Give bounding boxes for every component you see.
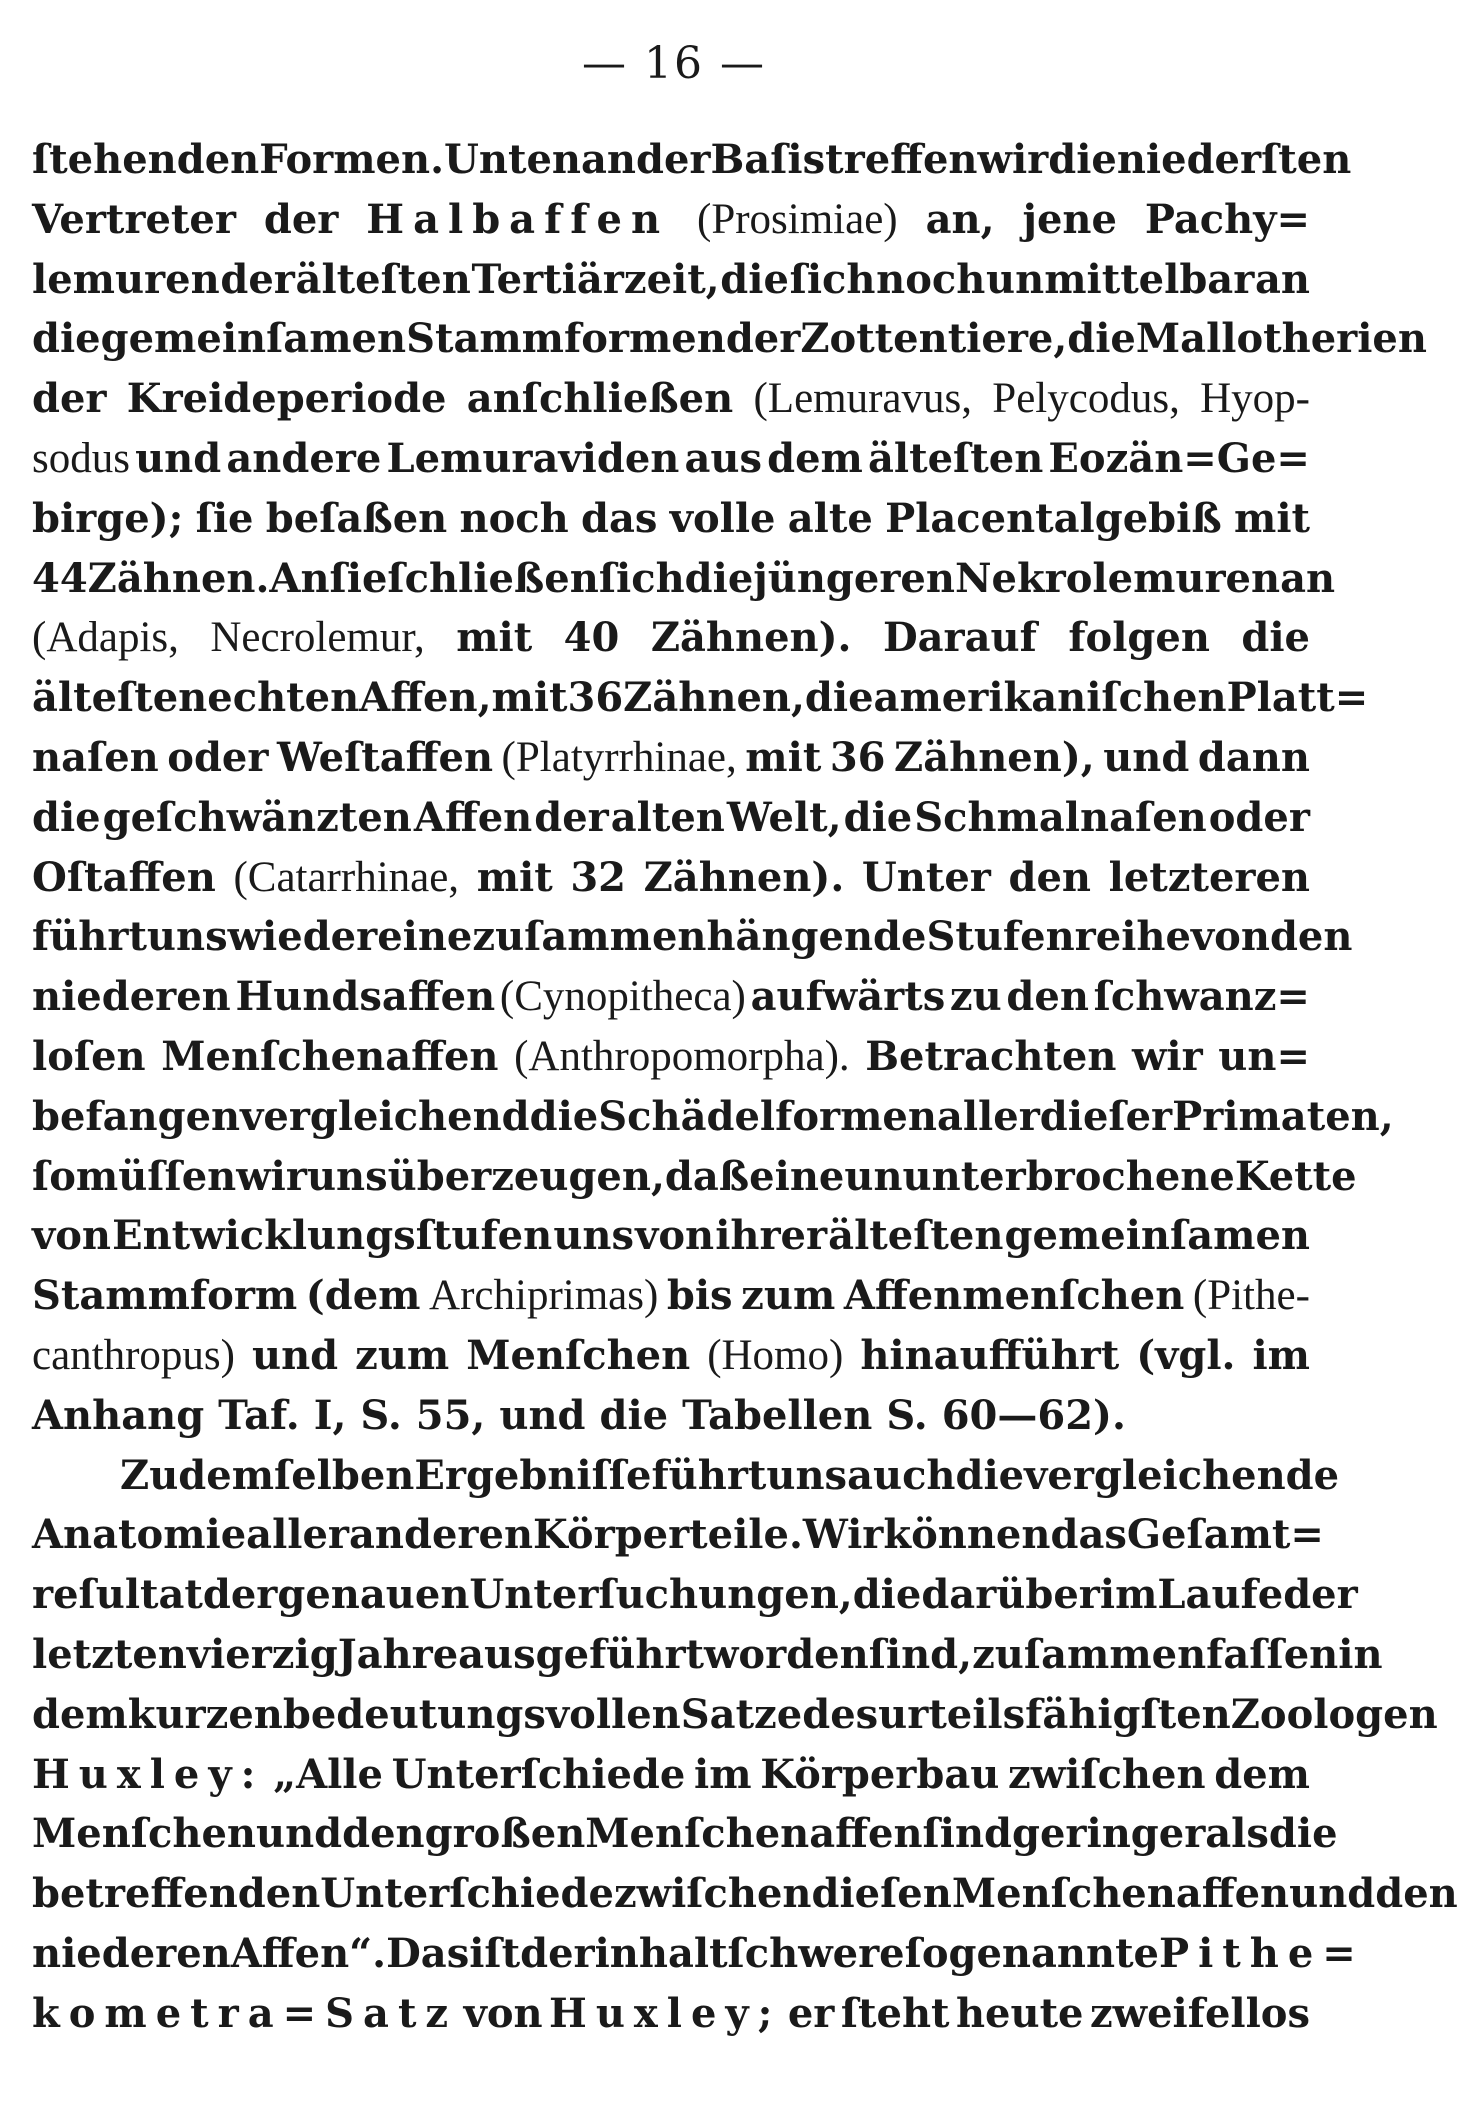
word: Placentalgebiß xyxy=(885,494,1222,542)
word: eine xyxy=(749,1152,845,1200)
word: großen xyxy=(424,1810,586,1858)
body-text xyxy=(32,130,1458,2044)
word: dann xyxy=(1197,733,1310,781)
text-line xyxy=(32,1087,1394,1147)
word: und xyxy=(1289,1870,1376,1918)
word: von xyxy=(635,1212,715,1260)
word: mit xyxy=(491,674,568,722)
word: Stufenreihe xyxy=(926,913,1191,961)
word: Unter xyxy=(861,853,991,901)
word: ſtehenden xyxy=(32,136,260,183)
word: andere xyxy=(226,434,382,482)
word: Anatomie xyxy=(32,1511,247,1559)
word: den xyxy=(1375,1870,1458,1918)
word: Satze xyxy=(680,1690,803,1738)
word: ſogenannte xyxy=(904,1929,1160,1977)
word: Necrolemur, xyxy=(210,614,425,662)
word: der xyxy=(635,136,711,183)
word: Menſchenaffen xyxy=(585,1810,923,1858)
word: uns xyxy=(553,1212,634,1260)
word: alten xyxy=(610,793,725,841)
word: (Platyrrhinae, xyxy=(501,733,737,781)
word: Anhang xyxy=(32,1391,205,1439)
text-line xyxy=(32,1266,1310,1326)
word: Affen xyxy=(413,793,533,841)
word: Hyop- xyxy=(1200,375,1310,423)
word: Eozän=Ge= xyxy=(1048,434,1310,482)
word: amerikaniſchen xyxy=(873,674,1227,722)
word: Entwicklungsſtufen xyxy=(112,1212,553,1260)
word: Pachy= xyxy=(1144,195,1310,243)
word: die xyxy=(1067,315,1136,363)
word: führt xyxy=(651,1451,767,1499)
word: ausgeführt xyxy=(458,1630,704,1678)
text-line xyxy=(32,1446,1340,1506)
word: in xyxy=(1338,1630,1383,1678)
word: Zoologen xyxy=(1230,1690,1438,1738)
word: noch xyxy=(459,494,569,542)
word: die xyxy=(599,1391,669,1439)
word: Zähnen. xyxy=(87,554,270,602)
text-line xyxy=(32,907,1353,967)
word: von xyxy=(1190,913,1270,961)
word: treffen xyxy=(825,136,978,183)
text-line xyxy=(32,369,1310,429)
word: älteſten xyxy=(32,674,208,722)
word: Platt= xyxy=(1226,674,1369,722)
word: zu xyxy=(949,973,1002,1021)
word: von xyxy=(463,1989,543,2037)
word: im xyxy=(1252,1331,1310,1379)
word: ſo xyxy=(32,1152,76,1200)
word: betreffenden xyxy=(32,1870,321,1918)
word: Affenmenſchen xyxy=(843,1272,1185,1320)
word: (Anthropomorpha). xyxy=(514,1032,850,1080)
word: dieſer xyxy=(1039,1092,1173,1140)
word: Tabellen xyxy=(682,1391,873,1439)
word: oder xyxy=(167,733,269,781)
word: aller xyxy=(936,1092,1040,1140)
word: das xyxy=(581,494,658,542)
word: und xyxy=(251,1331,339,1379)
text-line xyxy=(32,728,1310,788)
word: Körperteile. xyxy=(533,1511,803,1559)
word: noch xyxy=(876,255,986,303)
word: die xyxy=(1241,614,1310,662)
word: Welt, xyxy=(726,793,842,841)
word: sodus xyxy=(32,434,130,482)
word: ſich xyxy=(789,255,876,303)
text-line xyxy=(32,549,1336,609)
word: I, xyxy=(313,1391,347,1439)
word: 60—62). xyxy=(941,1391,1126,1439)
word: älteſten xyxy=(295,255,471,303)
word: bedeutungsvollen xyxy=(282,1690,681,1738)
word: Vertreter xyxy=(32,195,236,243)
word: vierzig xyxy=(186,1630,338,1678)
word: ſchwanz= xyxy=(1093,973,1310,1021)
word: oder xyxy=(1208,793,1310,841)
word: Mallotherien xyxy=(1135,315,1427,363)
word: auch xyxy=(847,1451,956,1499)
text-line xyxy=(32,967,1310,1027)
word: die xyxy=(955,1451,1025,1499)
word: ſchließen xyxy=(387,554,599,602)
word: volle xyxy=(669,494,776,542)
text-line xyxy=(32,1745,1310,1805)
word: ſie xyxy=(329,554,388,602)
word: unmittelbar xyxy=(986,255,1255,303)
text-line xyxy=(32,429,1310,489)
word: Unterſuchungen, xyxy=(469,1571,853,1619)
text-line xyxy=(32,1685,1438,1745)
word: wir xyxy=(236,1152,307,1200)
word: im xyxy=(694,1750,752,1798)
word: (Prosimiae) xyxy=(697,195,898,243)
word: Körperbau xyxy=(760,1750,1000,1798)
word: führt xyxy=(32,913,147,961)
word: Ergebniſſe xyxy=(414,1451,652,1499)
text-line xyxy=(32,788,1310,848)
word: als xyxy=(1205,1810,1269,1858)
word: (Catarrhinae, xyxy=(233,853,460,901)
word: Kreideperiode xyxy=(126,375,447,423)
word: gemeinſamen xyxy=(1004,1212,1310,1260)
text-line xyxy=(32,190,1310,250)
word: zwiſchen xyxy=(1008,1750,1206,1798)
word: Lemuraviden xyxy=(386,434,680,482)
word: den xyxy=(1006,973,1089,1021)
word: zuſammenfaſſen xyxy=(972,1630,1339,1678)
word: Pithe= xyxy=(1159,1929,1365,1977)
word: Das xyxy=(386,1929,470,1977)
word: anſchließen xyxy=(466,375,734,423)
word: zum xyxy=(741,1272,836,1320)
word: niederen xyxy=(32,1929,231,1977)
word: wieder xyxy=(227,913,378,961)
word: ſind, xyxy=(868,1630,973,1678)
word: dieſen xyxy=(811,1870,952,1918)
word: birge); xyxy=(32,494,184,542)
word: jene xyxy=(1022,195,1117,243)
text-line xyxy=(32,848,1310,908)
word: inhaltſchwere xyxy=(594,1929,905,1977)
word: 44 xyxy=(32,554,88,602)
text-line xyxy=(32,1864,1458,1924)
word: können xyxy=(883,1511,1051,1559)
word: im xyxy=(1099,1571,1158,1619)
word: mit xyxy=(745,733,822,781)
word: (Homo) xyxy=(707,1331,844,1379)
word: beſaßen xyxy=(265,494,448,542)
text-line xyxy=(32,1565,1358,1625)
text-line xyxy=(32,1984,1310,2044)
word: anderen xyxy=(349,1511,534,1559)
word: die xyxy=(804,674,874,722)
word: das xyxy=(1050,1511,1127,1559)
word: Betrachten xyxy=(865,1032,1117,1080)
word: Primaten, xyxy=(1172,1092,1394,1140)
word: Unten xyxy=(444,136,581,183)
text-line xyxy=(32,1386,1310,1446)
word: darüber xyxy=(921,1571,1100,1619)
word: daß xyxy=(664,1152,750,1200)
word: un= xyxy=(1218,1032,1310,1080)
word: Huxley: xyxy=(32,1750,265,1798)
word: Affen“. xyxy=(230,1929,387,1977)
word: den xyxy=(1269,913,1353,961)
word: jüngeren xyxy=(753,554,955,602)
text-line xyxy=(32,489,1310,549)
word: An xyxy=(269,554,330,602)
word: zwiſchen xyxy=(613,1870,812,1918)
word: zweifellos xyxy=(1089,1989,1310,2037)
word: der xyxy=(263,195,339,243)
word: Schmalnaſen xyxy=(914,793,1207,841)
word: geringer xyxy=(1012,1810,1206,1858)
word: kometra=Satz xyxy=(32,1989,458,2037)
word: ſie xyxy=(195,494,254,542)
word: 40 xyxy=(563,614,620,662)
word: letzten xyxy=(32,1630,187,1678)
text-line xyxy=(32,1625,1383,1685)
word: die xyxy=(529,1092,599,1140)
word: überzeugen, xyxy=(387,1152,665,1200)
word: (vgl. xyxy=(1136,1331,1236,1379)
word: die xyxy=(843,793,913,841)
word: Unterſchiede xyxy=(320,1870,614,1918)
text-line xyxy=(32,1027,1310,1087)
word: Weſtaffen xyxy=(276,733,494,781)
word: Zähnen). xyxy=(643,853,845,901)
word: 36 xyxy=(829,733,886,781)
word: vergleichend xyxy=(240,1092,530,1140)
word: mit xyxy=(476,853,553,901)
word: und xyxy=(135,434,222,482)
word: Zottentiere, xyxy=(800,315,1068,363)
text-line xyxy=(32,608,1310,668)
word: wir xyxy=(1132,1032,1203,1080)
word: zuſammenhängende xyxy=(472,913,927,961)
word: älteſten xyxy=(828,1212,1004,1260)
word: die xyxy=(720,255,789,303)
word: urteilsfähigſten xyxy=(878,1690,1231,1738)
word: kurzen xyxy=(127,1690,283,1738)
word: folgen xyxy=(1068,614,1210,662)
word: Stammformen xyxy=(406,315,726,363)
word: an xyxy=(1254,255,1310,303)
word: naſen xyxy=(32,733,159,781)
word: ſteht xyxy=(840,1989,950,2037)
word: canthropus) xyxy=(32,1331,235,1379)
word: die xyxy=(32,793,101,841)
text-line xyxy=(32,1505,1324,1565)
word: von xyxy=(32,1212,112,1260)
word: der xyxy=(220,255,295,303)
text-line xyxy=(32,668,1369,728)
text-line xyxy=(32,250,1310,310)
word: die xyxy=(1048,136,1117,183)
word: (Cynopitheca) xyxy=(499,973,746,1021)
word: niederen xyxy=(32,973,231,1021)
word: bis xyxy=(666,1272,733,1320)
word: und xyxy=(499,1391,586,1439)
word: uns xyxy=(146,913,228,961)
word: er xyxy=(787,1989,835,2037)
word: geſchwänzten xyxy=(102,793,412,841)
word: Laufe xyxy=(1157,1571,1284,1619)
word: Menſchen xyxy=(32,1810,256,1858)
word: Zähnen). xyxy=(650,614,852,662)
word: aufwärts xyxy=(750,973,946,1021)
word: aus xyxy=(684,434,763,482)
word: Pelycodus, xyxy=(992,375,1180,423)
word: an xyxy=(580,136,636,183)
word: und xyxy=(255,1810,343,1858)
word: mit xyxy=(1234,494,1310,542)
word: Halbaffen xyxy=(366,195,670,243)
word: der xyxy=(32,375,107,423)
word: befangen xyxy=(32,1092,241,1140)
word: Affen, xyxy=(359,674,492,722)
word: Jahre xyxy=(337,1630,459,1678)
word: Formen. xyxy=(259,136,444,183)
word: (dem xyxy=(305,1272,421,1320)
word: Zu xyxy=(120,1451,179,1499)
word: gemeinſamen xyxy=(100,315,407,363)
word: Archiprimas) xyxy=(429,1272,659,1320)
word: Stammform xyxy=(32,1272,298,1320)
word: letzteren xyxy=(1108,853,1310,901)
word: der xyxy=(1283,1571,1358,1619)
word: des xyxy=(802,1690,879,1738)
word: älteſten xyxy=(868,434,1044,482)
text-line xyxy=(32,1147,1357,1207)
word: zum xyxy=(355,1331,450,1379)
text-line xyxy=(32,1924,1365,1984)
word: der xyxy=(534,793,609,841)
word: Tertiärzeit, xyxy=(471,255,720,303)
word: Nekrolemuren xyxy=(954,554,1281,602)
word: Menſchenaffen xyxy=(951,1870,1290,1918)
text-line xyxy=(32,309,1427,369)
word: die xyxy=(852,1571,922,1619)
word: echten xyxy=(207,674,360,722)
word: Oſtaffen xyxy=(32,853,216,901)
word: ununterbrochene xyxy=(844,1152,1235,1200)
word: 32 xyxy=(570,853,626,901)
word: iſt xyxy=(469,1929,521,1977)
word: genauen xyxy=(277,1571,470,1619)
word: dem xyxy=(32,1690,128,1738)
word: Taf. xyxy=(218,1391,300,1439)
word: (Pithe- xyxy=(1192,1272,1310,1320)
word: mit xyxy=(456,614,533,662)
word: vergleichende xyxy=(1024,1451,1340,1499)
word: die xyxy=(1268,1810,1338,1858)
word: reſultat xyxy=(32,1571,203,1619)
word: an xyxy=(1280,554,1336,602)
word: heute xyxy=(955,1989,1084,2037)
word: Hundsaffen xyxy=(235,973,496,1021)
word: Wir xyxy=(802,1511,884,1559)
text-line xyxy=(32,1326,1310,1386)
word: demſelben xyxy=(178,1451,415,1499)
word: ihrer xyxy=(715,1212,828,1260)
word: uns xyxy=(306,1152,388,1200)
word: ſich xyxy=(598,554,685,602)
word: der xyxy=(202,1571,278,1619)
page-number: — 16 — xyxy=(582,38,766,89)
word: der xyxy=(725,315,801,363)
word: S. xyxy=(360,1391,402,1439)
word: müſſen xyxy=(75,1152,237,1200)
text-line xyxy=(32,130,1352,190)
word: alte xyxy=(787,494,873,542)
word: lemuren xyxy=(32,255,220,303)
text-line xyxy=(32,1804,1338,1864)
word: dem xyxy=(1214,1750,1310,1798)
word: der xyxy=(520,1929,595,1977)
word: (Adapis, xyxy=(32,614,179,662)
word: niederſten xyxy=(1116,136,1352,183)
word: Schädelformen xyxy=(598,1092,937,1140)
word: den xyxy=(342,1810,425,1858)
word: hinaufführt xyxy=(860,1331,1120,1379)
word: eine xyxy=(377,913,473,961)
word: wir xyxy=(977,136,1049,183)
word: die xyxy=(684,554,754,602)
word: an, xyxy=(925,195,995,243)
word: (Lemuravus, xyxy=(753,375,972,423)
word: worden xyxy=(704,1630,869,1678)
word: aller xyxy=(246,1511,350,1559)
word: 36 xyxy=(567,674,624,722)
word: uns xyxy=(766,1451,848,1499)
word: den xyxy=(1008,853,1091,901)
word: „Alle xyxy=(273,1750,383,1798)
word: Zähnen), xyxy=(894,733,1095,781)
word: Unterſchiede xyxy=(391,1750,686,1798)
word: ſind xyxy=(922,1810,1012,1858)
text-line xyxy=(32,1206,1310,1266)
word: Zähnen, xyxy=(623,674,805,722)
word: Darauf xyxy=(882,614,1037,662)
word: Kette xyxy=(1234,1152,1357,1200)
word: Menſchen xyxy=(466,1331,691,1379)
word: 55, xyxy=(415,1391,486,1439)
word: loſen xyxy=(32,1032,146,1080)
word: die xyxy=(32,315,101,363)
word: S. xyxy=(886,1391,928,1439)
word: Geſamt= xyxy=(1126,1511,1324,1559)
word: Menſchenaffen xyxy=(161,1032,499,1080)
word: und xyxy=(1103,733,1190,781)
word: dem xyxy=(767,434,863,482)
word: Baſis xyxy=(710,136,826,183)
word: Huxley; xyxy=(549,1989,782,2037)
